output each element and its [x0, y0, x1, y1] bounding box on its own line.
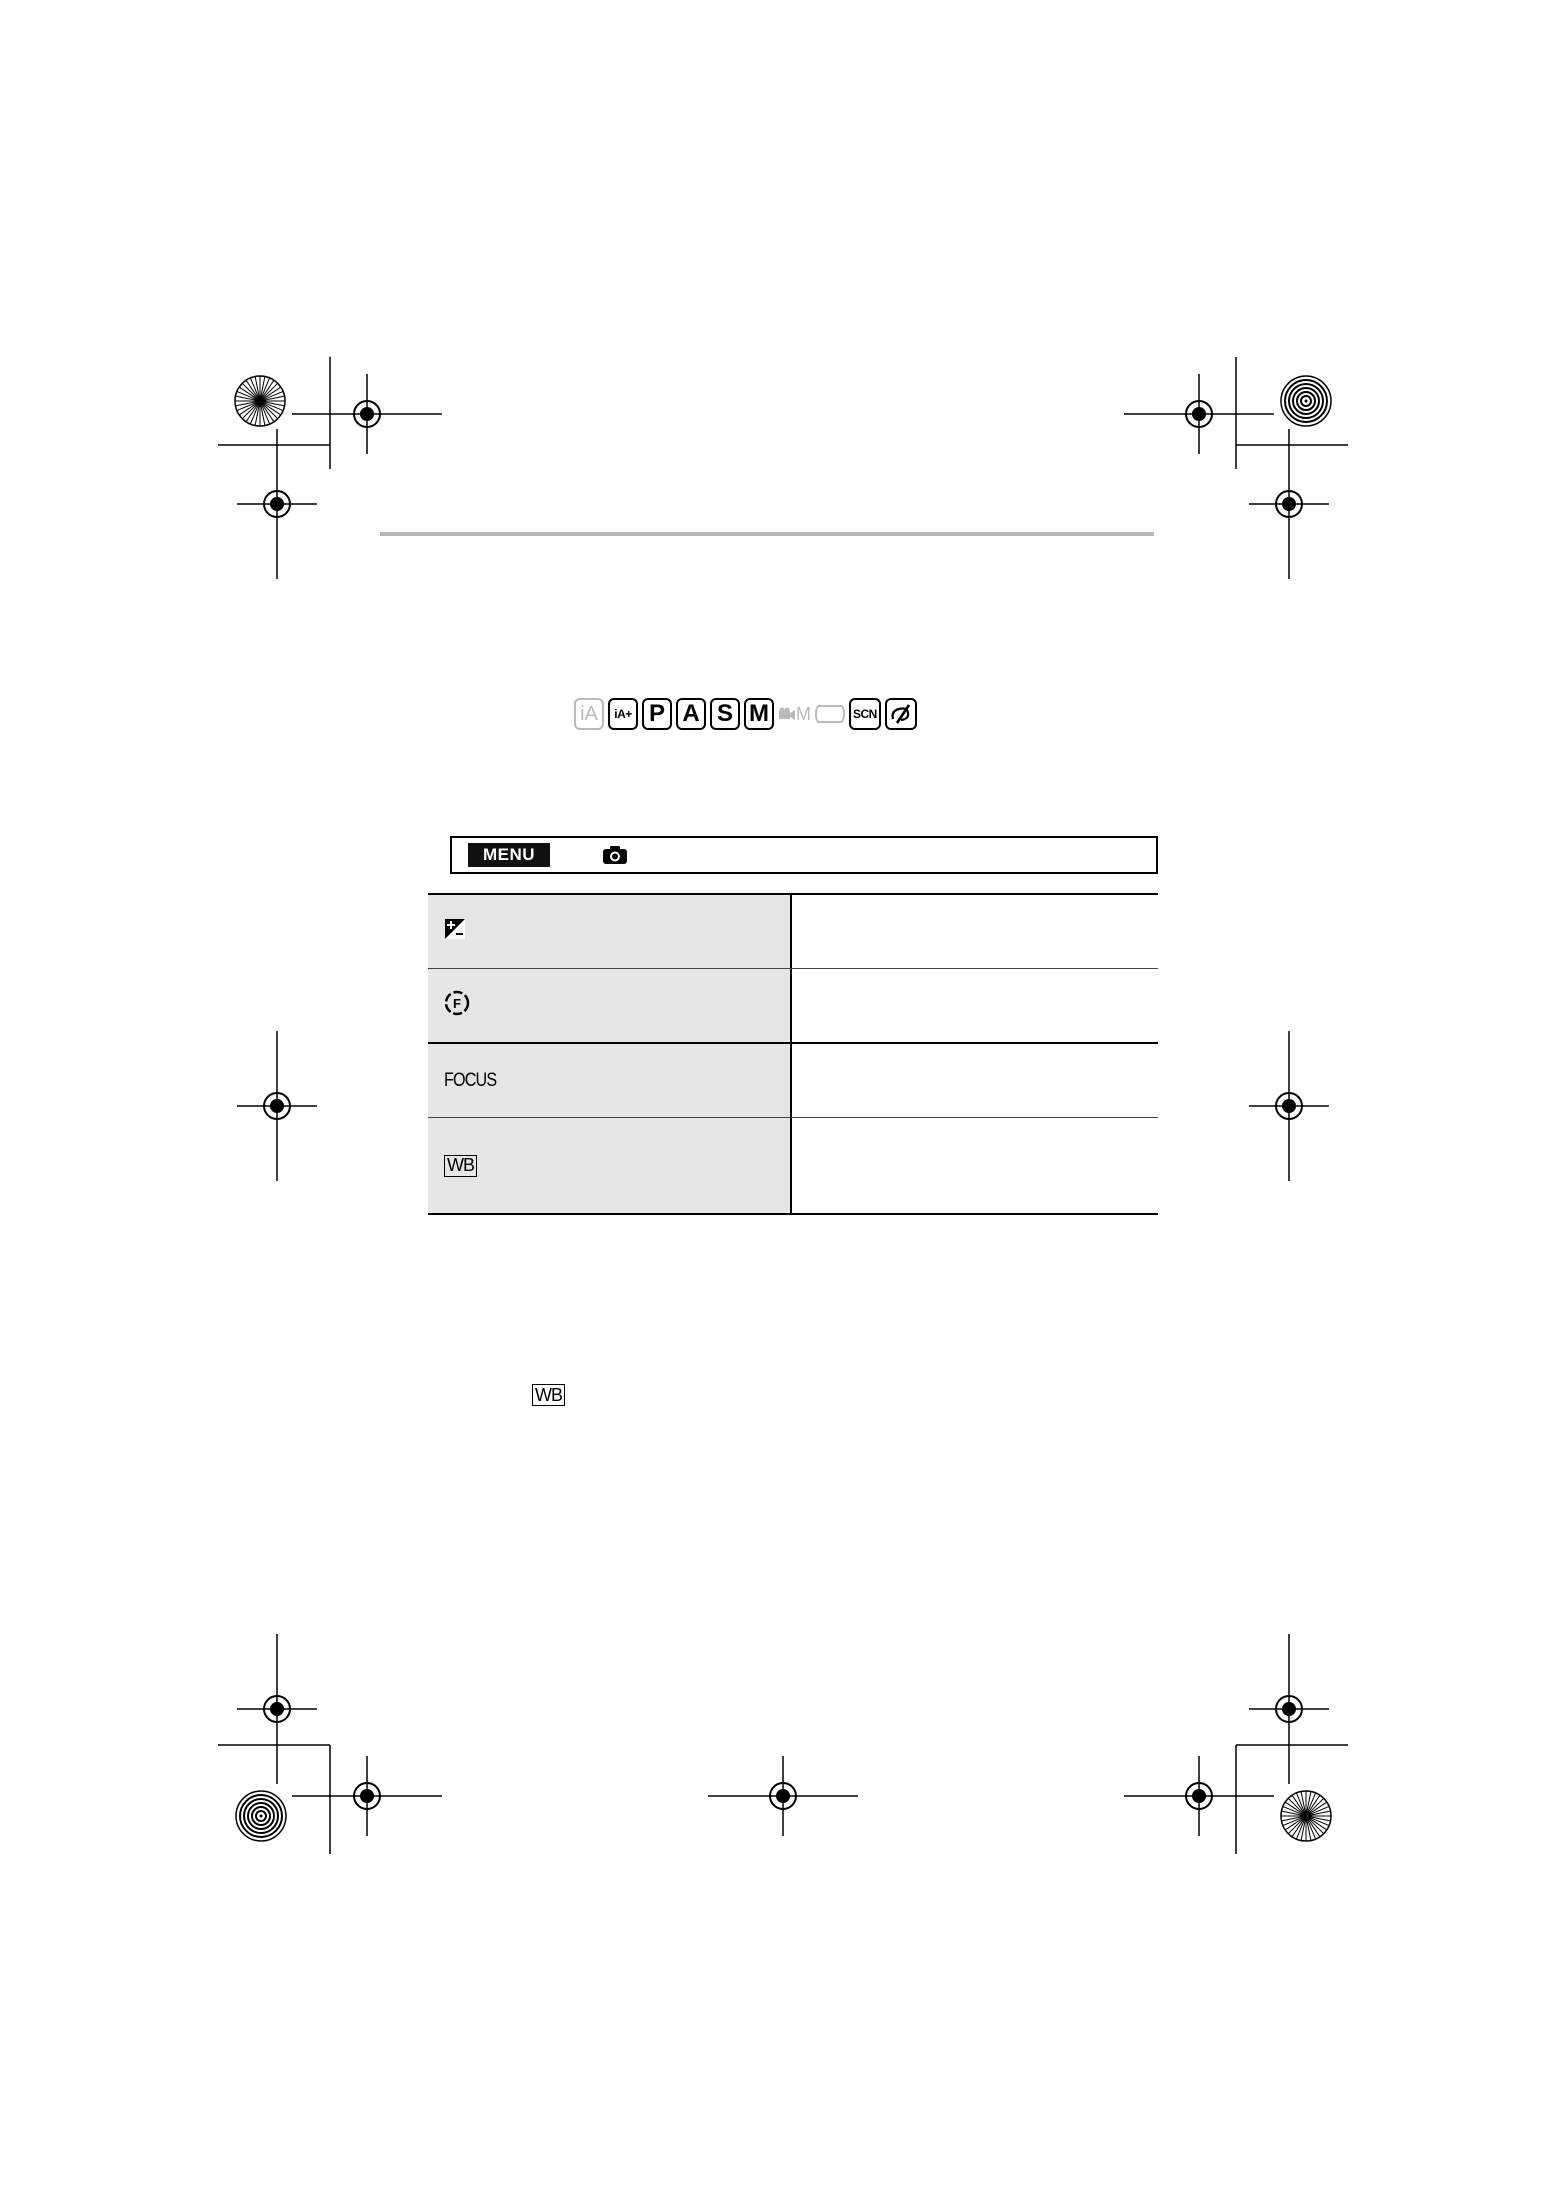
movie-camera-icon: [778, 698, 811, 730]
mode-ia-icon: iA: [574, 698, 604, 730]
table-cell-value: [792, 895, 1158, 968]
white-balance-icon: WB: [444, 1155, 477, 1177]
white-balance-icon: WB: [532, 1384, 565, 1406]
mode-scn-icon: SCN: [849, 698, 881, 730]
exposure-compensation-icon: [444, 918, 466, 945]
table-cell-value: [792, 969, 1158, 1042]
panorama-icon: [815, 698, 845, 730]
mode-ia-plus-icon: iA+: [608, 698, 638, 730]
table-cell-icon: [428, 969, 792, 1042]
menu-path-bar: [450, 836, 1158, 874]
table-row: [428, 1044, 1158, 1118]
mode-m-icon: M: [744, 698, 774, 730]
table-cell-icon: [428, 895, 792, 968]
table-row: [428, 1118, 1158, 1215]
camera-icon: [602, 845, 628, 865]
svg-text:F: F: [453, 996, 461, 1011]
menu-key: MENU: [468, 843, 550, 867]
creative-control-icon: [885, 698, 917, 730]
mode-p-icon: P: [642, 698, 672, 730]
table-cell-value: [792, 1044, 1158, 1117]
recording-mode-icons: [574, 696, 917, 732]
focus-icon: FOCUS: [444, 1069, 497, 1091]
table-cell-icon: [428, 1118, 792, 1213]
mode-s-icon: S: [710, 698, 740, 730]
movie-mode-label: M: [796, 703, 811, 724]
table-cell-icon: [428, 1044, 792, 1117]
aperture-icon: [444, 990, 470, 1021]
table-cell-value: [792, 1118, 1158, 1213]
table-row: [428, 895, 1158, 969]
settings-table: [428, 893, 1158, 1215]
table-row: [428, 969, 1158, 1044]
header-rule: [380, 532, 1154, 536]
mode-a-icon: A: [676, 698, 706, 730]
